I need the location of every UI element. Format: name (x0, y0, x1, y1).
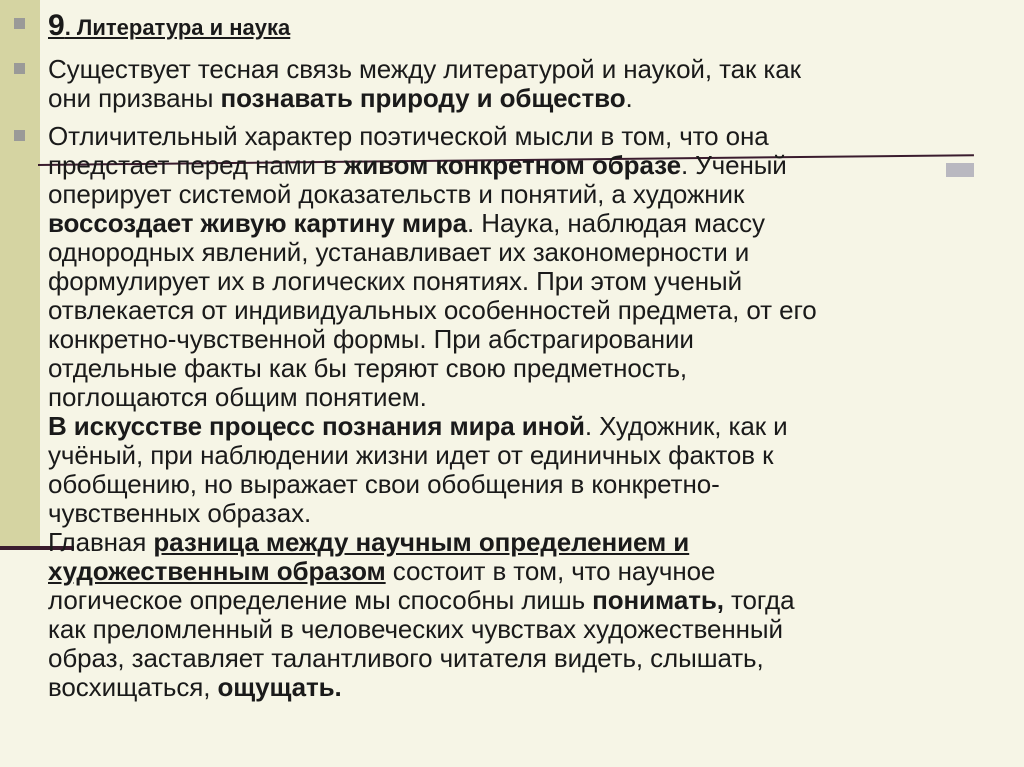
text-line: учёный, при наблюдении жизни идет от единичных фактов к (48, 440, 774, 470)
text-line: отдельные факты как бы теряют свою предметность, (48, 353, 688, 383)
text-line: отвлекается от индивидуальных особенностей предмета, от его (48, 295, 817, 325)
text-line: Отличительный характер поэтической мысли в том, что она (48, 121, 769, 151)
bullet-1-icon (14, 63, 25, 74)
left-accent-bar (0, 0, 40, 548)
bullet-2-text (48, 122, 817, 702)
text-line: обобщению, но выражает свои обобщения в конкретно- (48, 469, 720, 499)
text-line: предстает перед нами в живом конкретном образе. Ученый (48, 150, 787, 180)
text-line: они призваны познавать природу и общество. (48, 83, 633, 113)
text-line: чувственных образах. (48, 498, 312, 528)
bold-phrase: ощущать. (217, 672, 342, 702)
title-number: 9 (48, 9, 65, 42)
text-line: художественным образом состоит в том, что научное (48, 556, 716, 586)
title-text: . Литература и наука (64, 15, 291, 40)
slide-title (48, 6, 290, 48)
text-line: восхищаться, ощущать. (48, 672, 342, 702)
bullet-1-text (48, 55, 801, 113)
bold-phrase: В искусстве процесс познания мира иной (48, 411, 585, 441)
text-line: оперирует системой доказательств и понятий, а художник (48, 179, 745, 209)
bold-phrase: понимать, (592, 585, 724, 615)
text-line: логическое определение мы способны лишь понимать, тогда (48, 585, 795, 615)
text-line: однородных явлений, устанавливает их закономерности и (48, 237, 750, 267)
text-line: как преломленный в человеческих чувствах художественный (48, 614, 783, 644)
text-line: конкретно-чувственной формы. При абстрагировании (48, 324, 694, 354)
text-line: Существует тесная связь между литературой и наукой, так как (48, 54, 801, 84)
text-line: образ, заставляет талантливого читателя видеть, слышать, (48, 643, 764, 673)
text-line: поглощаются общим понятием. (48, 382, 427, 412)
underlined-phrase: художественным образом (48, 556, 386, 586)
text-line: формулирует их в логических понятиях. При этом ученый (48, 266, 743, 296)
text-line: Главная разница между научным определением и (48, 527, 690, 557)
bullet-2-icon (14, 130, 25, 141)
underlined-phrase: разница между научным определением и (153, 527, 690, 557)
text-line: воссоздает живую картину мира. Наука, наблюдая массу (48, 208, 765, 238)
bold-phrase: воссоздает живую картину мира (48, 208, 468, 238)
bold-phrase: живом конкретном образе (343, 150, 681, 180)
title-bullet-icon (14, 18, 25, 29)
decorative-block (946, 163, 974, 177)
text-line: В искусстве процесс познания мира иной. Художник, как и (48, 411, 788, 441)
bold-phrase: познавать природу и общество (220, 83, 626, 113)
